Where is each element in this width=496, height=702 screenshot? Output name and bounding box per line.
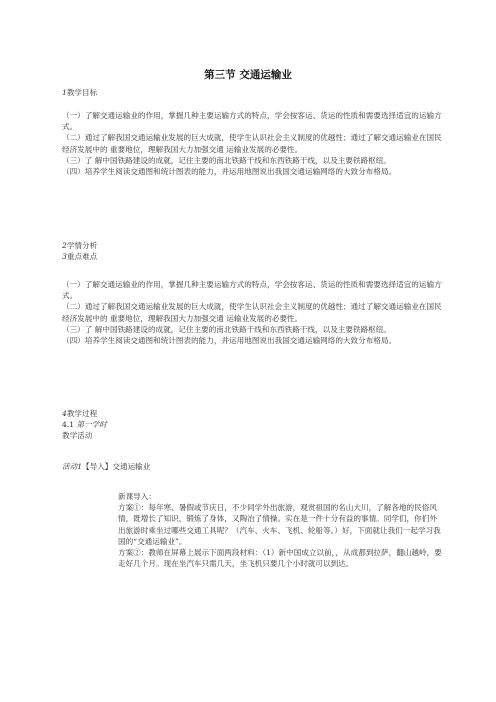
subsection-label: 第一学时 <box>76 420 107 429</box>
section-label: 重点难点 <box>66 252 98 261</box>
keypoints-list <box>62 279 442 346</box>
keypoint-item: （三）了 解中国铁路建设的成就，记住主要的南北铁路干线和东西铁路干线，以及主要铁路枢纽。 <box>62 324 391 334</box>
keypoint-item: （四）培养学生阅读交通图和统计图表的能力，并运用地图说出我国交通运输网络的大致分布格局。 <box>62 336 397 346</box>
keypoint-item: （二）通过了解我国交通运输业发展的巨大成就，使学生认识社会主义制度的优越性；通过了解交通运输业在国民经济发展中的 重要地位，理解我国大力加强交通 运输业发展的必要性。 <box>62 302 442 323</box>
section-number: 4 <box>62 409 67 418</box>
goal-item: （四）培养学生阅读交通图和统计图表的能力，并运用地图说出我国交通运输网络的大致分布格局。 <box>62 167 397 177</box>
section-1-heading <box>62 87 442 98</box>
subsection-number: 4.1 <box>62 420 75 429</box>
keypoint-item: （一）了解交通运输业的作用，掌握几种主要运输方式的特点，学会按客运、货运的性质和需要选择适宜的运输方式。 <box>62 280 442 301</box>
activity-title: 【导入】交通运输业 <box>82 462 151 471</box>
activity-prefix: 活动 <box>62 462 78 471</box>
section-number: 2 <box>62 241 67 250</box>
section-4-heading <box>62 408 442 419</box>
goal-item: （一）了解交通运输业的作用，掌握几种主要运输方式的特点，学会按客运、货运的性质和需要选择适宜的运输方式。 <box>62 111 442 132</box>
section-2-heading <box>62 240 442 251</box>
intro-title: 新课导入： <box>118 492 156 501</box>
activity-number: 1 <box>77 462 83 471</box>
goal-item: （二）通过了解我国交通运输业发展的巨大成就，使学生认识社会主义制度的优越性；通过了解交通运输业在国民经济发展中的 重要地位，理解我国大力加强交通 运输业发展的必要性。 <box>62 133 442 154</box>
plan-2: 方案②：教师在屏幕上展示下面两段材料：（1）新中国成立以前，，从成都到拉萨，翻山越岭，要走好几个月。现在坐汽车只需几天，坐飞机只要几个小时就可以到达。 <box>118 548 442 569</box>
section-label: 教学目标 <box>66 88 98 97</box>
subsection-4-1 <box>62 419 442 430</box>
activity-1-heading <box>62 461 442 472</box>
section-label: 教学过程 <box>66 409 98 418</box>
page-title: 第三节 交通运输业 <box>204 69 292 81</box>
plan-1: 方案①：每年寒、暑假或节庆日，不少同学外出旅游，观赏祖国的名山大川，了解各地的民俗风情，既增长了知识，锻炼了身体，又陶冶了情操。实在是一件十分有益的事情。同学们，你们外出旅游时乘坐过哪些交通工具呢？（汽车、火车、飞机、轮船等。）好，下面就让我们一起学习我国的“交通运输业”。 <box>118 503 441 546</box>
activities-label: 教学活动 <box>62 431 93 440</box>
section-label: 学情分析 <box>66 241 98 250</box>
goal-item: （三）了 解中国铁路建设的成就，记住主要的南北铁路干线和东西铁路干线，以及主要铁路枢纽。 <box>62 155 391 165</box>
goals-list <box>62 110 442 177</box>
section-3-heading <box>62 251 442 262</box>
section-number: 1 <box>62 88 67 97</box>
intro-block <box>118 491 442 569</box>
section-number: 3 <box>62 252 67 261</box>
